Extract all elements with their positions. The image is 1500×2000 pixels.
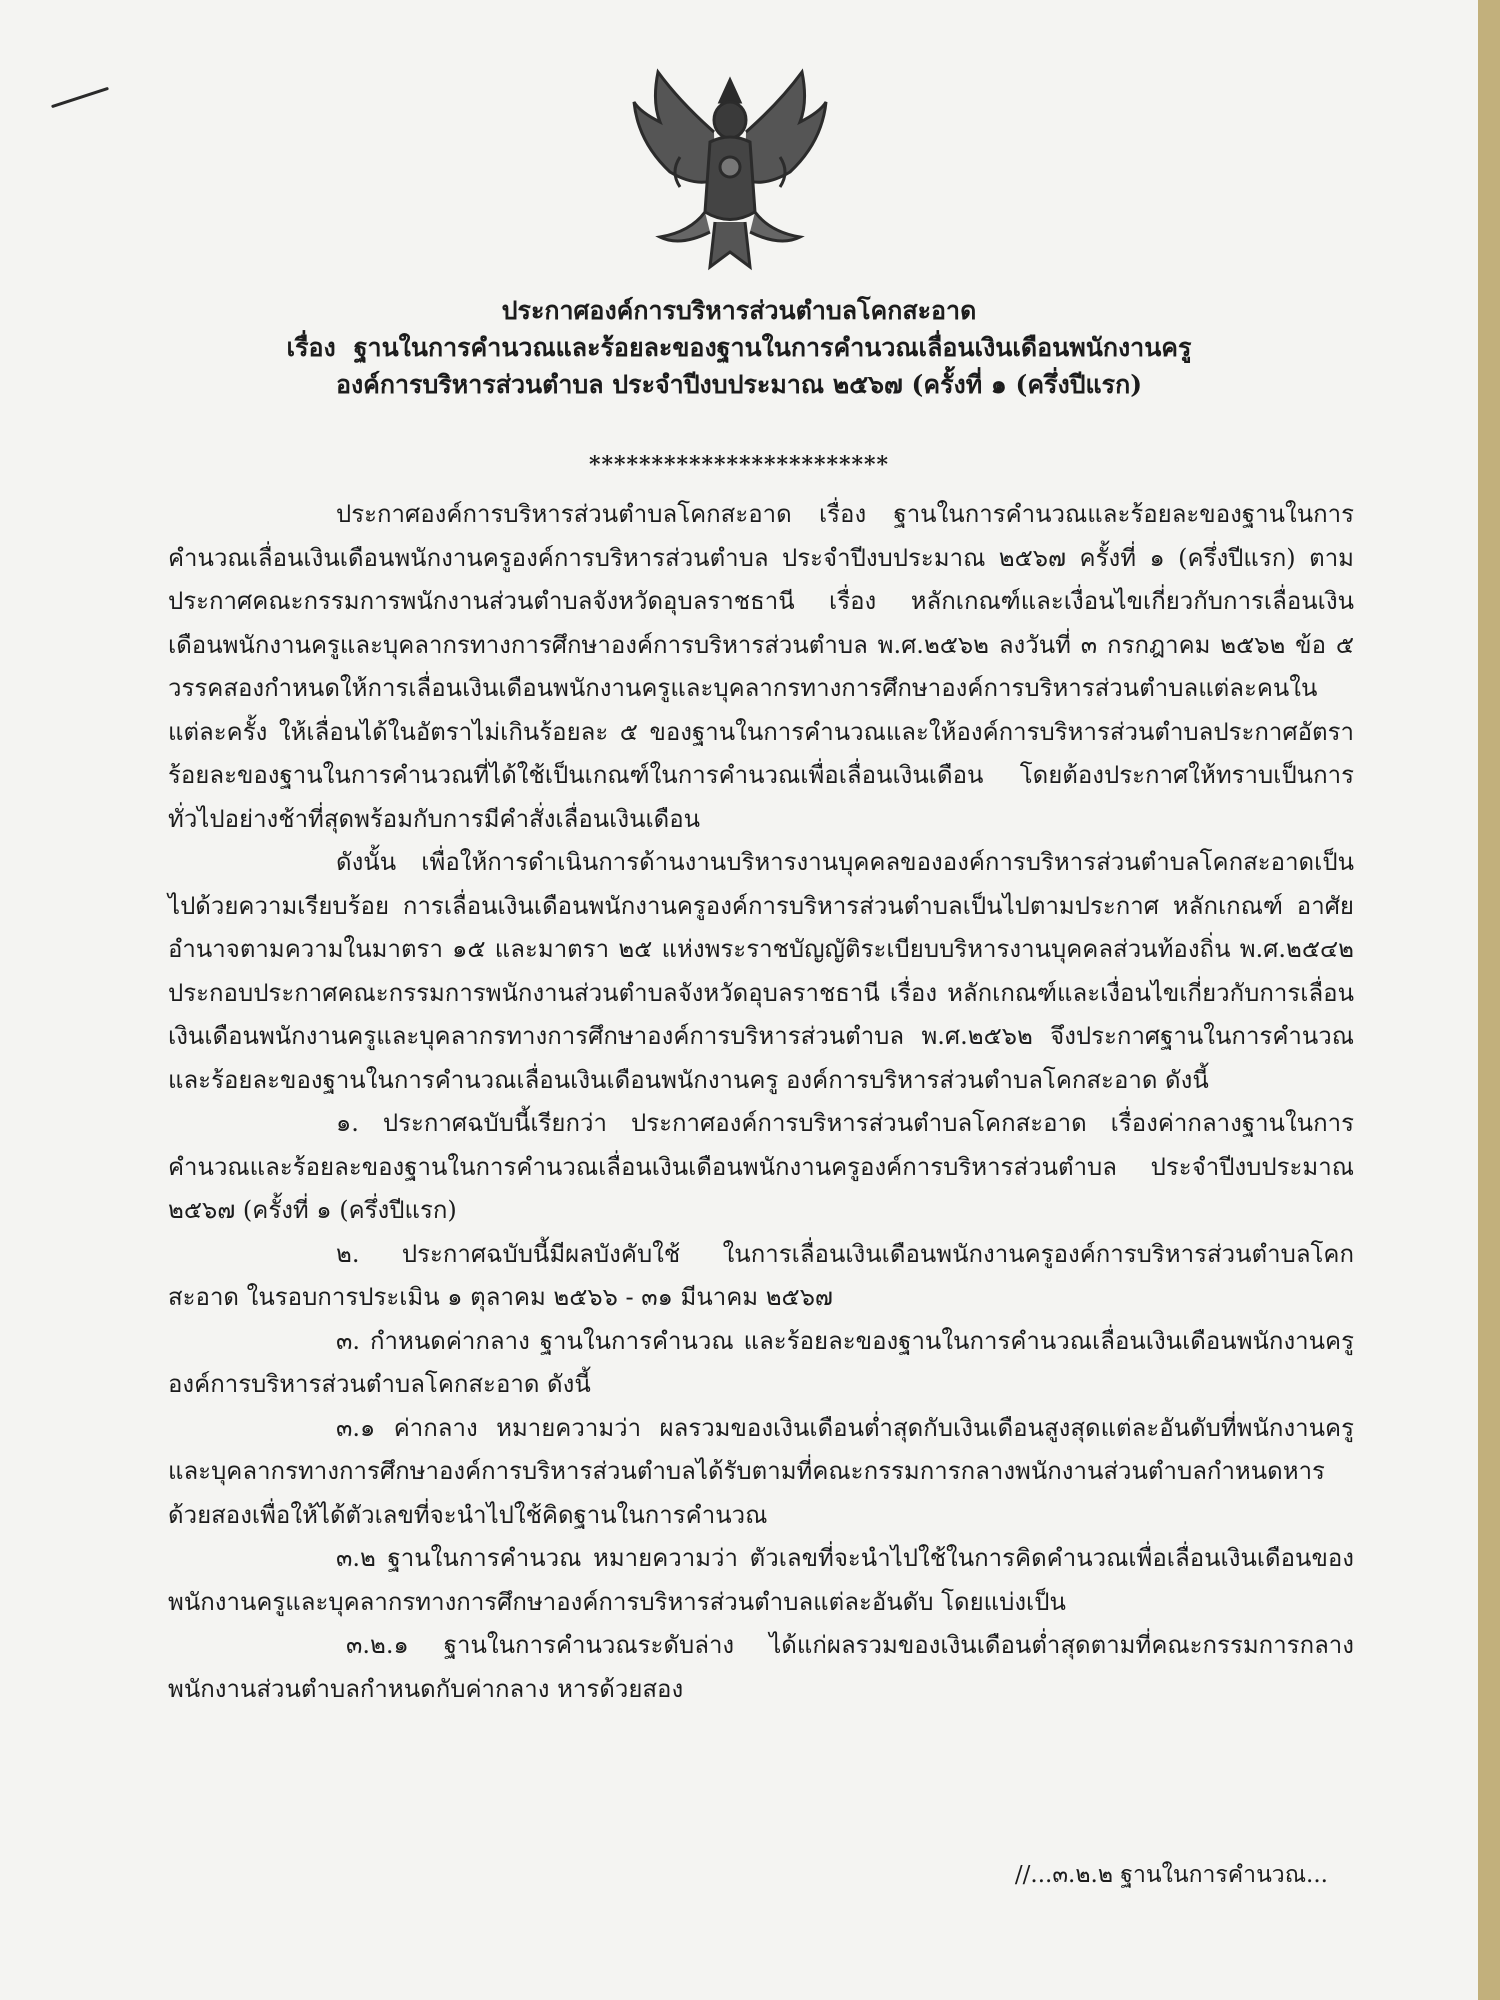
paragraph-intro: ประกาศองค์การบริหารส่วนตำบลโคกสะอาด เรื่อง ฐานในการคำนวณและร้อยละของฐานในการคำนวณเลื่อนเงินเดือนพนักงานครูองค์การบริหารส่วนตำบล ประจำปีงบประมาณ ๒๕๖๗ ครั้งที่ ๑ (ครึ่งปีแรก) ตามประกาศคณะกรรมการพนักงานส่วนตำบลจังหวัดอุบลราชธานี เรื่อง หลักเกณฑ์และเงื่อนไขเกี่ยวกับการเลื่อนเงินเดือนพนักงานครูและบุคลากรทางการศึกษาองค์การบริหารส่วนตำบล พ.ศ.๒๕๖๒ ลงวันที่ ๓ กรกฎาคม ๒๕๖๒ ข้อ ๕ วรรคสองกำหนดให้การเลื่อนเงินเดือนพนักงานครูและบุคลากรทางการศึกษาองค์การบริหารส่วนตำบลแต่ละคนในแต่ละครั้ง ให้เลื่อนได้ในอัตราไม่เกินร้อยละ ๕ ของฐานในการคำนวณและให้องค์การบริหารส่วนตำบลประกาศอัตราร้อยละของฐานในการคำนวณที่ได้ใช้เป็นเกณฑ์ในการคำนวณเพื่อเลื่อนเงินเดือน โดยต้องประกาศให้ทราบเป็นการทั่วไปอย่างช้าที่สุดพร้อมกับการมีคำสั่งเลื่อนเงินเดือน (168, 500, 1354, 833)
background-edge (1478, 0, 1500, 2000)
pen-mark (51, 87, 109, 108)
paragraph-therefore: ดังนั้น เพื่อให้การดำเนินการด้านงานบริหารงานบุคคลขององค์การบริหารส่วนตำบลโคกสะอาดเป็นไปด้วยความเรียบร้อย การเลื่อนเงินเดือนพนักงานครูองค์การบริหารส่วนตำบลเป็นไปตามประกาศ หลักเกณฑ์ อาศัยอำนาจตามความในมาตรา ๑๕ และมาตรา ๒๕ แห่งพระราชบัญญัติระเบียบบริหารงานบุคคลส่วนท้องถิ่น พ.ศ.๒๕๔๒ ประกอบประกาศคณะกรรมการพนักงานส่วนตำบลจังหวัดอุบลราชธานี เรื่อง หลักเกณฑ์และเงื่อนไขเกี่ยวกับการเลื่อนเงินเดือนพนักงานครูและบุคลากรทางการศึกษาองค์การบริหารส่วนตำบล พ.ศ.๒๕๖๒ จึงประกาศฐานในการคำนวณและร้อยละของฐานในการคำนวณเลื่อนเงินเดือนพนักงานครู องค์การบริหารส่วนตำบลโคกสะอาด ดังนี้ (168, 848, 1354, 1094)
clause-3: ๓. กำหนดค่ากลาง ฐานในการคำนวณ และร้อยละของฐานในการคำนวณเลื่อนเงินเดือนพนักงานครู องค์การบริหารส่วนตำบลโคกสะอาด ดังนี้ (168, 1326, 1354, 1398)
garuda-emblem-icon (620, 62, 840, 282)
announcement-body (168, 493, 1354, 1711)
header-subject (0, 329, 1478, 366)
clause-1: ๑. ประกาศฉบับนี้เรียกว่า ประกาศองค์การบริหารส่วนตำบลโคกสะอาด เรื่องค่ากลางฐานในการคำนวณและร้อยละของฐานในการคำนวณเลื่อนเงินเดือนพนักงานครูองค์การบริหารส่วนตำบล ประจำปีงบประมาณ ๒๕๖๗ (ครั้งที่ ๑ (ครึ่งปีแรก) (168, 1109, 1354, 1224)
clause-3-1: ๓.๑ ค่ากลาง หมายความว่า ผลรวมของเงินเดือนต่ำสุดกับเงินเดือนสูงสุดแต่ละอันดับที่พนักงานครูและบุคลากรทางการศึกษาองค์การบริหารส่วนตำบลได้รับตามที่คณะกรรมการกลางพนักงานส่วนตำบลกำหนดหารด้วยสองเพื่อให้ได้ตัวเลขที่จะนำไปใช้คิดฐานในการคำนวณ (168, 1413, 1354, 1529)
separator: ************************ (588, 452, 890, 478)
announcement-header (0, 292, 1478, 403)
continuation-note: //...๓.๒.๒ ฐานในการคำนวณ... (1014, 1862, 1328, 1888)
clause-3-2: ๓.๒ ฐานในการคำนวณ หมายความว่า ตัวเลขที่จะนำไปใช้ในการคิดคำนวณเพื่อเลื่อนเงินเดือนของพนักงานครูและบุคลากรทางการศึกษาองค์การบริหารส่วนตำบลแต่ละอันดับ โดยแบ่งเป็น (168, 1544, 1354, 1616)
clause-2: ๒. ประกาศฉบับนี้มีผลบังคับใช้ ในการเลื่อนเงินเดือนพนักงานครูองค์การบริหารส่วนตำบลโคกสะอาด ในรอบการประเมิน ๑ ตุลาคม ๒๕๖๖ - ๓๑ มีนาคม ๒๕๖๗ (168, 1239, 1354, 1311)
clause-3-2-1: ๓.๒.๑ ฐานในการคำนวณระดับล่าง ได้แก่ผลรวมของเงินเดือนต่ำสุดตามที่คณะกรรมการกลางพนักงานส่วนตำบลกำหนดกับค่ากลาง หารด้วยสอง (168, 1631, 1354, 1703)
subject-label: เรื่อง (286, 333, 336, 362)
header-title: ประกาศองค์การบริหารส่วนตำบลโคกสะอาด (501, 296, 977, 325)
subject-text: ฐานในการคำนวณและร้อยละของฐานในการคำนวณเลื่อนเงินเดือนพนักงานครู (353, 333, 1192, 362)
header-subject-continued: องค์การบริหารส่วนตำบล ประจำปีงบประมาณ ๒๕๖๗ (ครั้งที่ ๑ (ครึ่งปีแรก) (335, 370, 1143, 399)
